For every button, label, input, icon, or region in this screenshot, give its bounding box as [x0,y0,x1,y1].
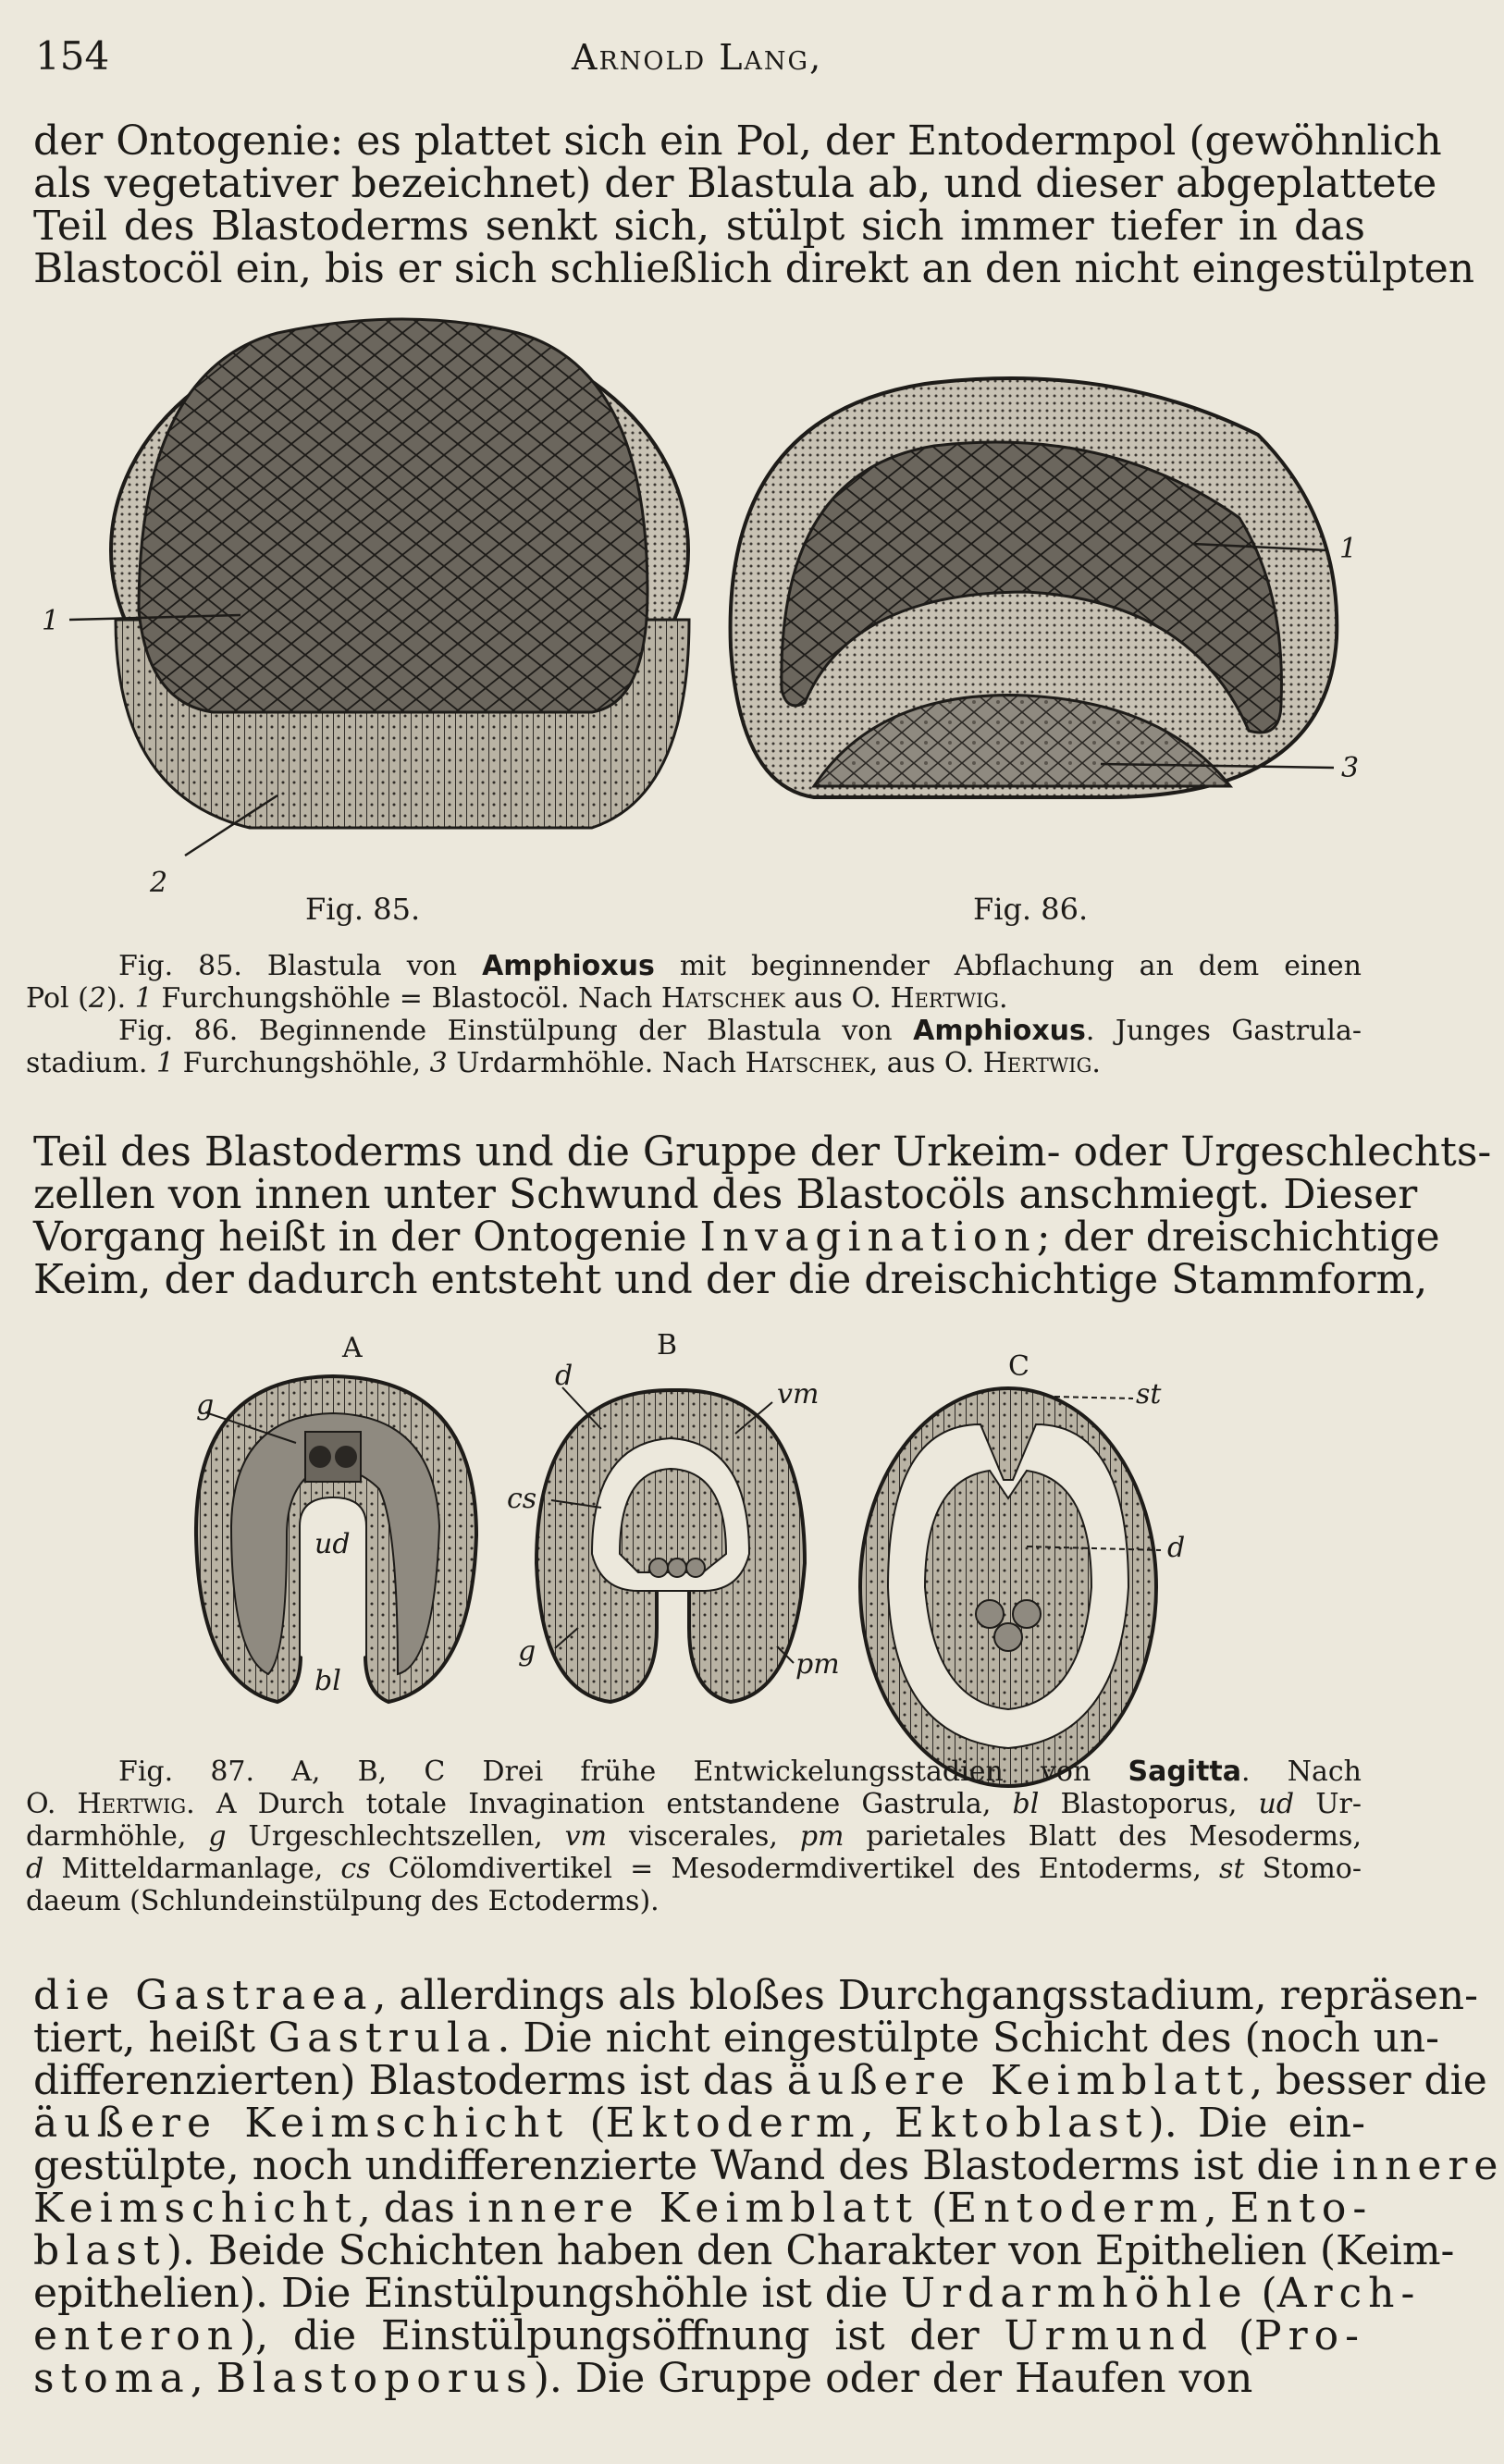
fig87-b-label-pm: pm [795,1648,840,1681]
fig85-label-1: 1 [42,605,60,637]
caption-line: d Mitteldarmanlage, cs Cölomdivertikel = Mesodermdivertikel des Entoderms, st Stomo- [26,1853,1362,1885]
fig87-a-label-ud: ud [314,1528,351,1560]
fig87-a-label-bl: bl [314,1665,341,1697]
text-line: stoma, Blastoporus). Die Gruppe oder der Haufen von [33,2355,1253,2402]
text-line: äußere Keimschicht (Ektoderm, Ektoblast). Die ein- [33,2100,1365,2147]
fig87-b-label-vm: vm [777,1378,820,1411]
text-line: epithelien). Die Einstülpungshöhle ist die Urdarmhöhle (Arch- [33,2270,1422,2317]
caption-line: O. Hertwig. A Durch totale Invagination entstandene Gastrula, bl Blastoporus, ud Ur- [26,1788,1362,1820]
fig87-a-label-g: g [196,1389,215,1422]
text-line: Blastocöl ein, bis er sich schließlich direkt an den nicht eingestülpten [33,245,1475,292]
caption-line: Pol (2). 1 Furchungshöhle = Blastocöl. Nach Hatschek aus O. Hertwig. [26,982,1008,1015]
fig86-label-3: 3 [1341,752,1360,784]
fig87-b-label-cs: cs [507,1483,537,1515]
caption-line: darmhöhle, g Urgeschlechtszellen, vm viscerales, pm parietales Blatt des Mesoderms, [26,1820,1362,1853]
caption-line: stadium. 1 Furchungshöhle, 3 Urdarmhöhle. Nach Hatschek, aus O. Hertwig. [26,1047,1101,1079]
text-line: Keimschicht, das innere Keimblatt (Entoderm, Ento- [33,2185,1374,2232]
fig87-c-label-st: st [1136,1378,1162,1411]
caption-line: Fig. 86. Beginnende Einstülpung der Blastula von Amphioxus. Junges Gastrula- [118,1015,1362,1047]
text-line: tiert, heißt Gastrula. Die nicht eingestülpte Schicht des (noch un- [33,2014,1440,2062]
text-line: enteron), die Einstülpungsöffnung ist der Urmund (Pro- [33,2312,1366,2359]
fig85-caption-label: Fig. 85. [305,892,421,927]
text-line: Teil des Blastoderms und die Gruppe der Urkeim- oder Urgeschlechts- [33,1128,1492,1176]
text-line: die Gastraea, allerdings als bloßes Durchgangsstadium, repräsen- [33,1972,1478,2019]
paragraph-3 [33,1972,1504,2402]
fig87-b-label-g: g [518,1635,536,1668]
fig87-panel-b-drawing [536,1387,805,1702]
text-line: Keim, der dadurch entsteht und der die dreischichtige Stammform, [33,1256,1428,1303]
caption-fig-87 [26,1756,1362,1917]
fig86-label-1b: 1 [1339,533,1358,565]
fig87-panel-label-c: C [1008,1350,1029,1383]
text-line: der Ontogenie: es plattet sich ein Pol, der Entodermpol (gewöhnlich [33,117,1442,165]
fig87-panel-c-drawing [860,1388,1161,1786]
fig85-label-2: 2 [150,867,168,899]
caption-line: Fig. 87. A, B, C Drei frühe Entwickelungsstadien von Sagitta. Nach [118,1756,1362,1788]
text-line: Teil des Blastoderms senkt sich, stülpt sich immer tiefer in das [33,203,1365,250]
text-line: als vegetativer bezeichnet) der Blastula ab, und dieser abgeplattete [33,160,1437,207]
text-line: blast). Beide Schichten haben den Charakter von Epithelien (Keim- [33,2227,1455,2274]
text-line: differenzierten) Blastoderms ist das äußere Keimblatt, besser die [33,2057,1487,2104]
fig87-c-label-d: d [1167,1532,1186,1564]
caption-line: Fig. 85. Blastula von Amphioxus mit beginnender Abflachung an dem einen [118,950,1362,982]
fig86-caption-label: Fig. 86. [973,892,1089,927]
text-line: Vorgang heißt in der Ontogenie Invagination; der dreischichtige [33,1214,1440,1261]
fig87-b-label-d: d [555,1360,573,1392]
fig87-panel-label-a: A [342,1332,363,1364]
fig87-panel-label-b: B [657,1329,678,1361]
text-line: zellen von innen unter Schwund des Blastocöls anschmiegt. Dieser [33,1171,1418,1218]
text-line: gestülpte, noch undifferenzierte Wand des Blastoderms ist die innere [33,2142,1504,2189]
running-head: Arnold Lang, [572,37,823,78]
caption-line: daeum (Schlundeinstülpung des Ectoderms). [26,1885,660,1917]
page-number: 154 [35,33,110,79]
